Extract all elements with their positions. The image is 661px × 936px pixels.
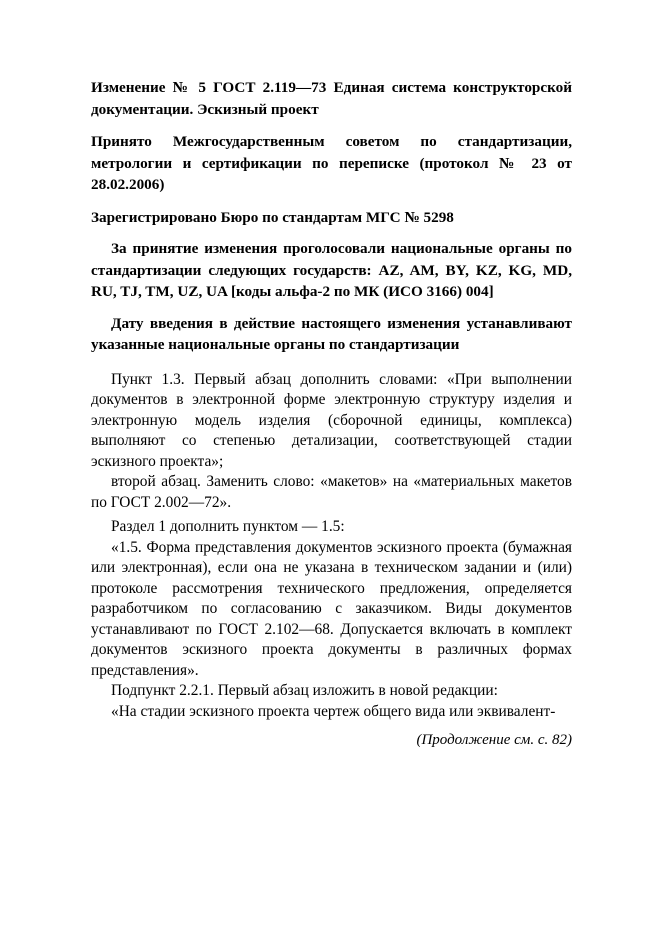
paragraph-second-abzac: второй абзац. Заменить слово: «макетов» на «материальных макетов по ГОСТ 2.002—72». — [91, 473, 572, 511]
paragraph-section-1: Раздел 1 дополнить пунктом — 1.5: — [111, 518, 345, 535]
effective-date-statement: Дату введения в действие настоящего изменения устанавливают указанные национальные органы по стандартизации — [91, 314, 572, 353]
voting-statement: За принятие изменения проголосовали национальные органы по стандартизации следующих государств: AZ, AM, BY, KZ, KG, MD, RU, TJ, TM, UZ, UA [коды альфа-2 по МК (ИСО 3166) 004] — [91, 240, 572, 300]
paragraph-sketch-stage: «На стадии эскизного проекта чертеж общего вида или эквивалент- — [111, 702, 556, 720]
change-title: Изменение № 5 ГОСТ 2.119—73 Единая система конструкторской документации. Эскизный проект — [91, 79, 572, 118]
paragraph-1-3: Пункт 1.3. Первый абзац дополнить словами: «При выполнении документов в электронной форме электронную структуру изделия и электронную модель изделия (сборочной единицы, комплекса) выполняют со степенью детализации, соответствующей стадии эскизного проекта»; — [91, 370, 572, 470]
adoption-statement: Принято Межгосударственным советом по стандартизации, метрологии и сертификации по переписке (протокол № 23 от 28.02.2006) — [91, 133, 572, 193]
registration-statement: Зарегистрировано Бюро по стандартам МГС № 5298 — [91, 208, 454, 226]
continuation-note: (Продолжение см. с. 82) — [416, 732, 572, 748]
paragraph-2-2-1: Подпункт 2.2.1. Первый абзац изложить в новой редакции: — [111, 682, 498, 699]
document-page — [91, 77, 572, 749]
paragraph-1-5: «1.5. Форма представления документов эскизного проекта (бумажная или электронная), если она не указана в техническом задании и (или) протоколе рассмотрения технического предложения, определяется разработчиком по согласованию с заказчиком. Виды документов устанавливают по ГОСТ 2.102—68. Допускается включать в комплект документов эскизного проекта документы в различных формах представления». — [91, 538, 572, 679]
